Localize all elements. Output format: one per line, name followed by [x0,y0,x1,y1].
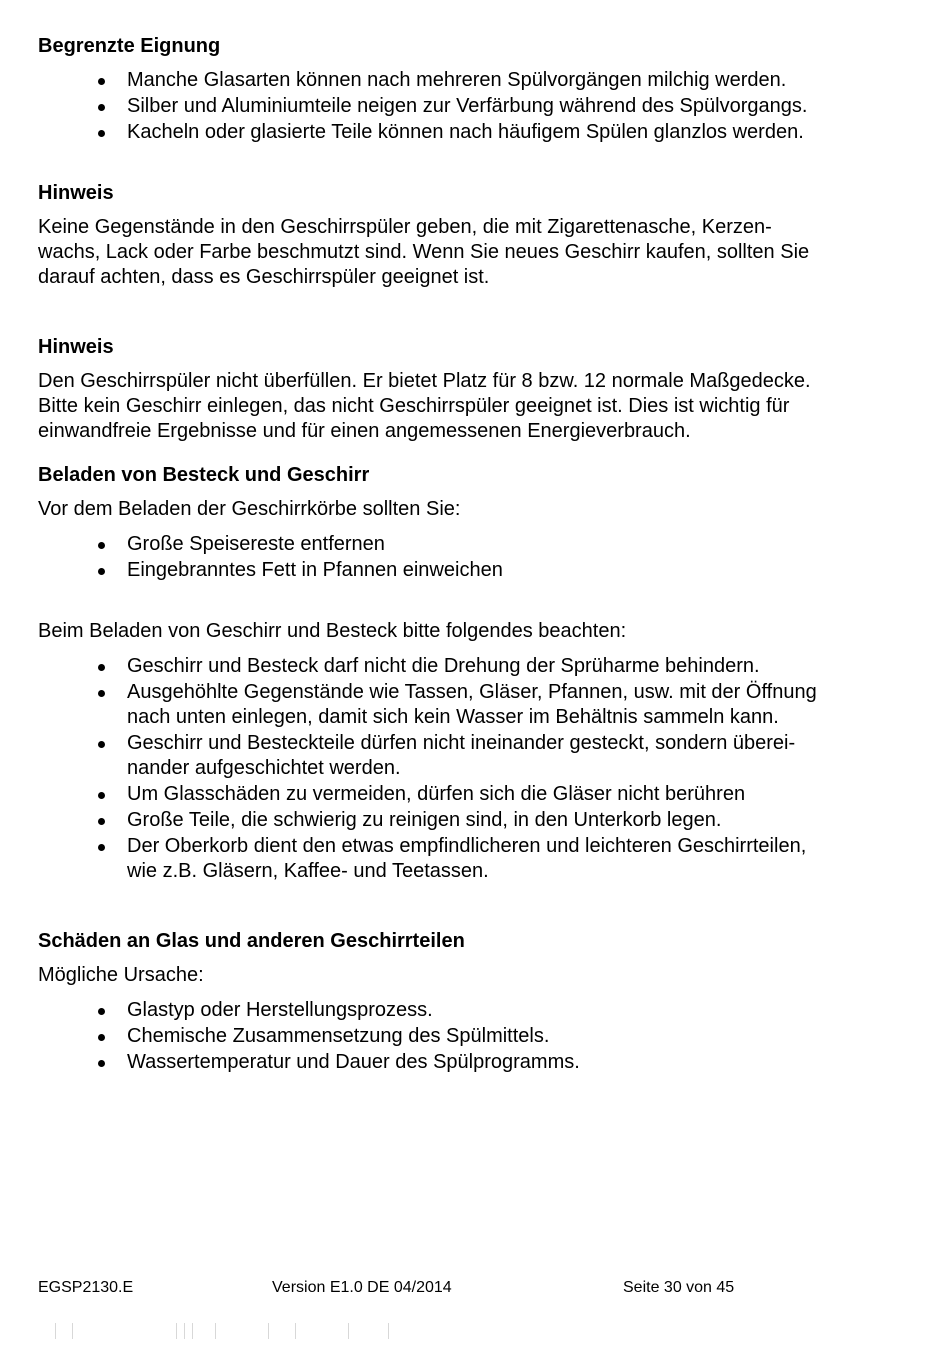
section-heading: Begrenzte Eignung [38,35,221,57]
paragraph-line: Vor dem Beladen der Geschirrkörbe sollten Sie: [38,498,461,520]
list-item-text: nach unten einlegen, damit sich kein Wasser im Behältnis sammeln kann. [127,706,779,728]
bullet-icon [98,690,105,697]
bullet-icon [98,818,105,825]
section-heading: Hinweis [38,336,114,358]
paragraph-line: wachs, Lack oder Farbe beschmutzt sind. Wenn Sie neues Geschirr kaufen, sollten Sie [38,241,810,263]
list-item-text: Silber und Aluminiumteile neigen zur Verfärbung während des Spülvorgangs. [127,95,808,117]
list-item-text: Eingebranntes Fett in Pfannen einweichen [127,559,503,581]
list-item-text: wie z.B. Gläsern, Kaffee- und Teetassen. [127,860,489,882]
section-hinweis-2 [38,335,888,444]
bullet-icon [98,1034,105,1041]
footer-page-number: Seite 30 von 45 [623,1279,735,1296]
bullet-icon [98,1060,105,1067]
list-item [38,998,888,1023]
paragraph-line: Mögliche Ursache: [38,964,204,986]
list-item [38,558,888,583]
section-heading: Beladen von Besteck und Geschirr [38,464,370,486]
list-item [38,68,888,93]
list-item [38,782,888,807]
bullet-icon [98,568,105,575]
list-item-text: Der Oberkorb dient den etwas empfindlicheren und leichteren Geschirrteilen, [127,835,807,857]
list-item-text: Wassertemperatur und Dauer des Spülprogramms. [127,1051,580,1073]
bullet-icon [98,130,105,137]
section-heading: Hinweis [38,182,114,204]
paragraph-line: einwandfreie Ergebnisse und für einen angemessenen Energieverbrauch. [38,420,691,442]
list-item [38,532,888,557]
section-heading: Schäden an Glas und anderen Geschirrteilen [38,930,465,952]
list-item [38,731,888,781]
bullet-icon [98,741,105,748]
list-item [38,1024,888,1049]
bullet-list [38,998,888,1075]
section-hinweis-1 [38,181,888,290]
list-item [38,808,888,833]
list-item [38,1050,888,1075]
bullet-icon [98,104,105,111]
bullet-icon [98,664,105,671]
bullet-list [38,68,888,145]
list-item-text: Chemische Zusammensetzung des Spülmittels. [127,1025,550,1047]
footer-version: Version E1.0 DE 04/2014 [272,1279,452,1296]
bullet-icon [98,78,105,85]
bullet-icon [98,542,105,549]
paragraph-line: Bitte kein Geschirr einlegen, das nicht Geschirrspüler geeignet ist. Dies ist wichtig für [38,395,790,417]
list-item-text: Kacheln oder glasierte Teile können nach häufigem Spülen glanzlos werden. [127,121,804,143]
list-item-text: Geschirr und Besteck darf nicht die Drehung der Sprüharme behindern. [127,655,760,677]
list-item-text: Große Speisereste entfernen [127,533,385,555]
footer-model: EGSP2130.E [38,1279,134,1296]
bullet-list [38,654,888,884]
paragraph-line: darauf achten, dass es Geschirrspüler geeignet ist. [38,266,490,288]
section-begrenzte-eignung [38,34,888,146]
list-item-text: Große Teile, die schwierig zu reinigen sind, in den Unterkorb legen. [127,809,722,831]
list-item-text: Ausgehöhlte Gegenstände wie Tassen, Gläser, Pfannen, usw. mit der Öffnung [127,681,817,703]
bullet-icon [98,792,105,799]
section-schaeden [38,929,888,1076]
list-item [38,680,888,730]
list-item-text: nander aufgeschichtet werden. [127,757,401,779]
section-beladen-hinweise [38,619,888,885]
bullet-icon [98,1008,105,1015]
list-item-text: Geschirr und Besteckteile dürfen nicht ineinander gesteckt, sondern überei- [127,732,796,754]
section-beladen [38,463,888,584]
list-item [38,654,888,679]
list-item [38,94,888,119]
list-item-text: Um Glasschäden zu vermeiden, dürfen sich die Gläser nicht berühren [127,783,746,805]
list-item [38,120,888,145]
paragraph-line: Keine Gegenstände in den Geschirrspüler geben, die mit Zigarettenasche, Kerzen- [38,216,772,238]
list-item-text: Manche Glasarten können nach mehreren Spülvorgängen milchig werden. [127,69,787,91]
bullet-icon [98,844,105,851]
list-item-text: Glastyp oder Herstellungsprozess. [127,999,433,1021]
paragraph-line: Den Geschirrspüler nicht überfüllen. Er bietet Platz für 8 bzw. 12 normale Maßgedecke. [38,370,811,392]
paragraph-line: Beim Beladen von Geschirr und Besteck bitte folgendes beachten: [38,620,627,642]
scan-artifacts [0,1323,950,1341]
list-item [38,834,888,884]
bullet-list [38,532,888,583]
